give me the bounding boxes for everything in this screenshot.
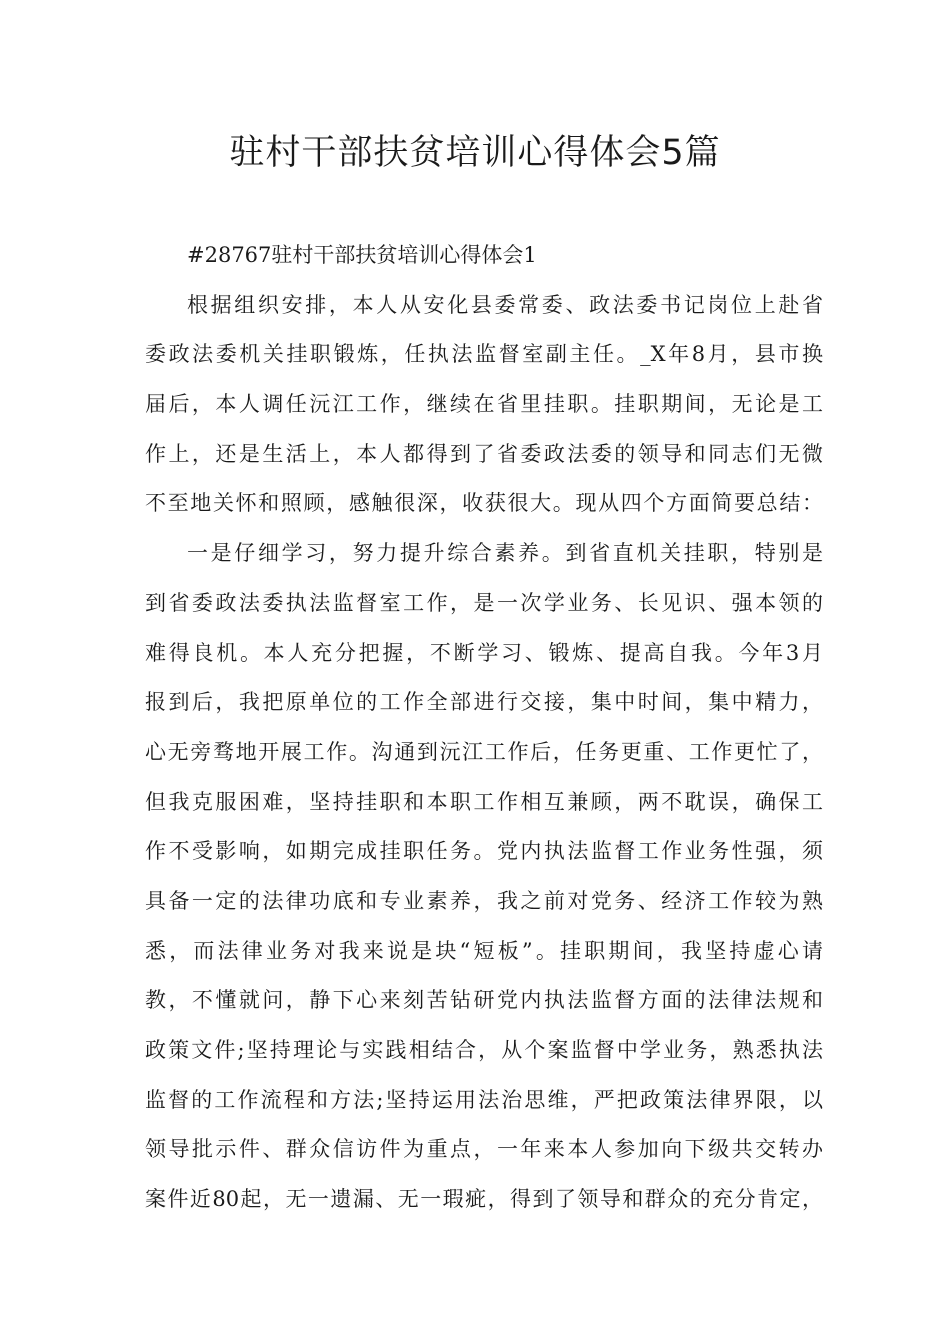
paragraph-line: 心无旁骛地开展工作。沟通到沅江工作后，任务更重、工作更忙了， (145, 739, 823, 764)
paragraph-1 (145, 281, 823, 529)
document-body (145, 231, 823, 1225)
paragraph-2 (145, 529, 823, 1225)
paragraph-line: 作上，还是生活上，本人都得到了省委政法委的领导和同志们无微 (145, 441, 823, 466)
paragraph-line: 悉，而法律业务对我来说是块“短板”。挂职期间，我坚持虚心请 (145, 938, 823, 963)
paragraph-line: 但我克服困难，坚持挂职和本职工作相互兼顾，两不耽误，确保工 (145, 789, 823, 814)
paragraph-line: 一是仔细学习，努力提升综合素养。到省直机关挂职，特别是 (187, 541, 823, 566)
paragraph-line: 难得良机。本人充分把握，不断学习、锻炼、提高自我。今年3月 (145, 640, 823, 665)
paragraph-line: 根据组织安排，本人从安化县委常委、政法委书记岗位上赴省 (187, 292, 823, 317)
paragraph-line: 委政法委机关挂职锻炼，任执法监督室副主任。_X年8月，县市换 (145, 342, 823, 367)
paragraph-line: 教，不懂就问，静下心来刻苦钻研党内执法监督方面的法律法规和 (145, 988, 823, 1013)
paragraph-line: 作不受影响，如期完成挂职任务。党内执法监督工作业务性强，须 (145, 839, 823, 864)
paragraph-line: 案件近80起，无一遗漏、无一瑕疵，得到了领导和群众的充分肯定， (145, 1187, 823, 1212)
paragraph-line: 监督的工作流程和方法;坚持运用法治思维，严把政策法律界限，以 (145, 1087, 823, 1112)
paragraph-line: 届后，本人调任沅江工作，继续在省里挂职。挂职期间，无论是工 (145, 392, 823, 417)
paragraph-line: 政策文件;坚持理论与实践相结合，从个案监督中学业务，熟悉执法 (145, 1038, 823, 1062)
document-title: 驻村干部扶贫培训心得体会5篇 (229, 133, 721, 173)
paragraph-line: 到省委政法委执法监督室工作，是一次学业务、长见识、强本领的 (145, 590, 823, 615)
paragraph-line: 报到后，我把原单位的工作全部进行交接，集中时间，集中精力， (145, 690, 823, 715)
section-heading: #28767驻村干部扶贫培训心得体会1 (187, 243, 537, 267)
paragraph-line: 具备一定的法律功底和专业素养，我之前对党务、经济工作较为熟 (145, 888, 823, 913)
paragraph-line: 领导批示件、群众信访件为重点，一年来本人参加向下级共交转办 (145, 1137, 823, 1162)
paragraph-line: 不至地关怀和照顾，感触很深，收获很大。现从四个方面简要总结： (145, 491, 823, 516)
